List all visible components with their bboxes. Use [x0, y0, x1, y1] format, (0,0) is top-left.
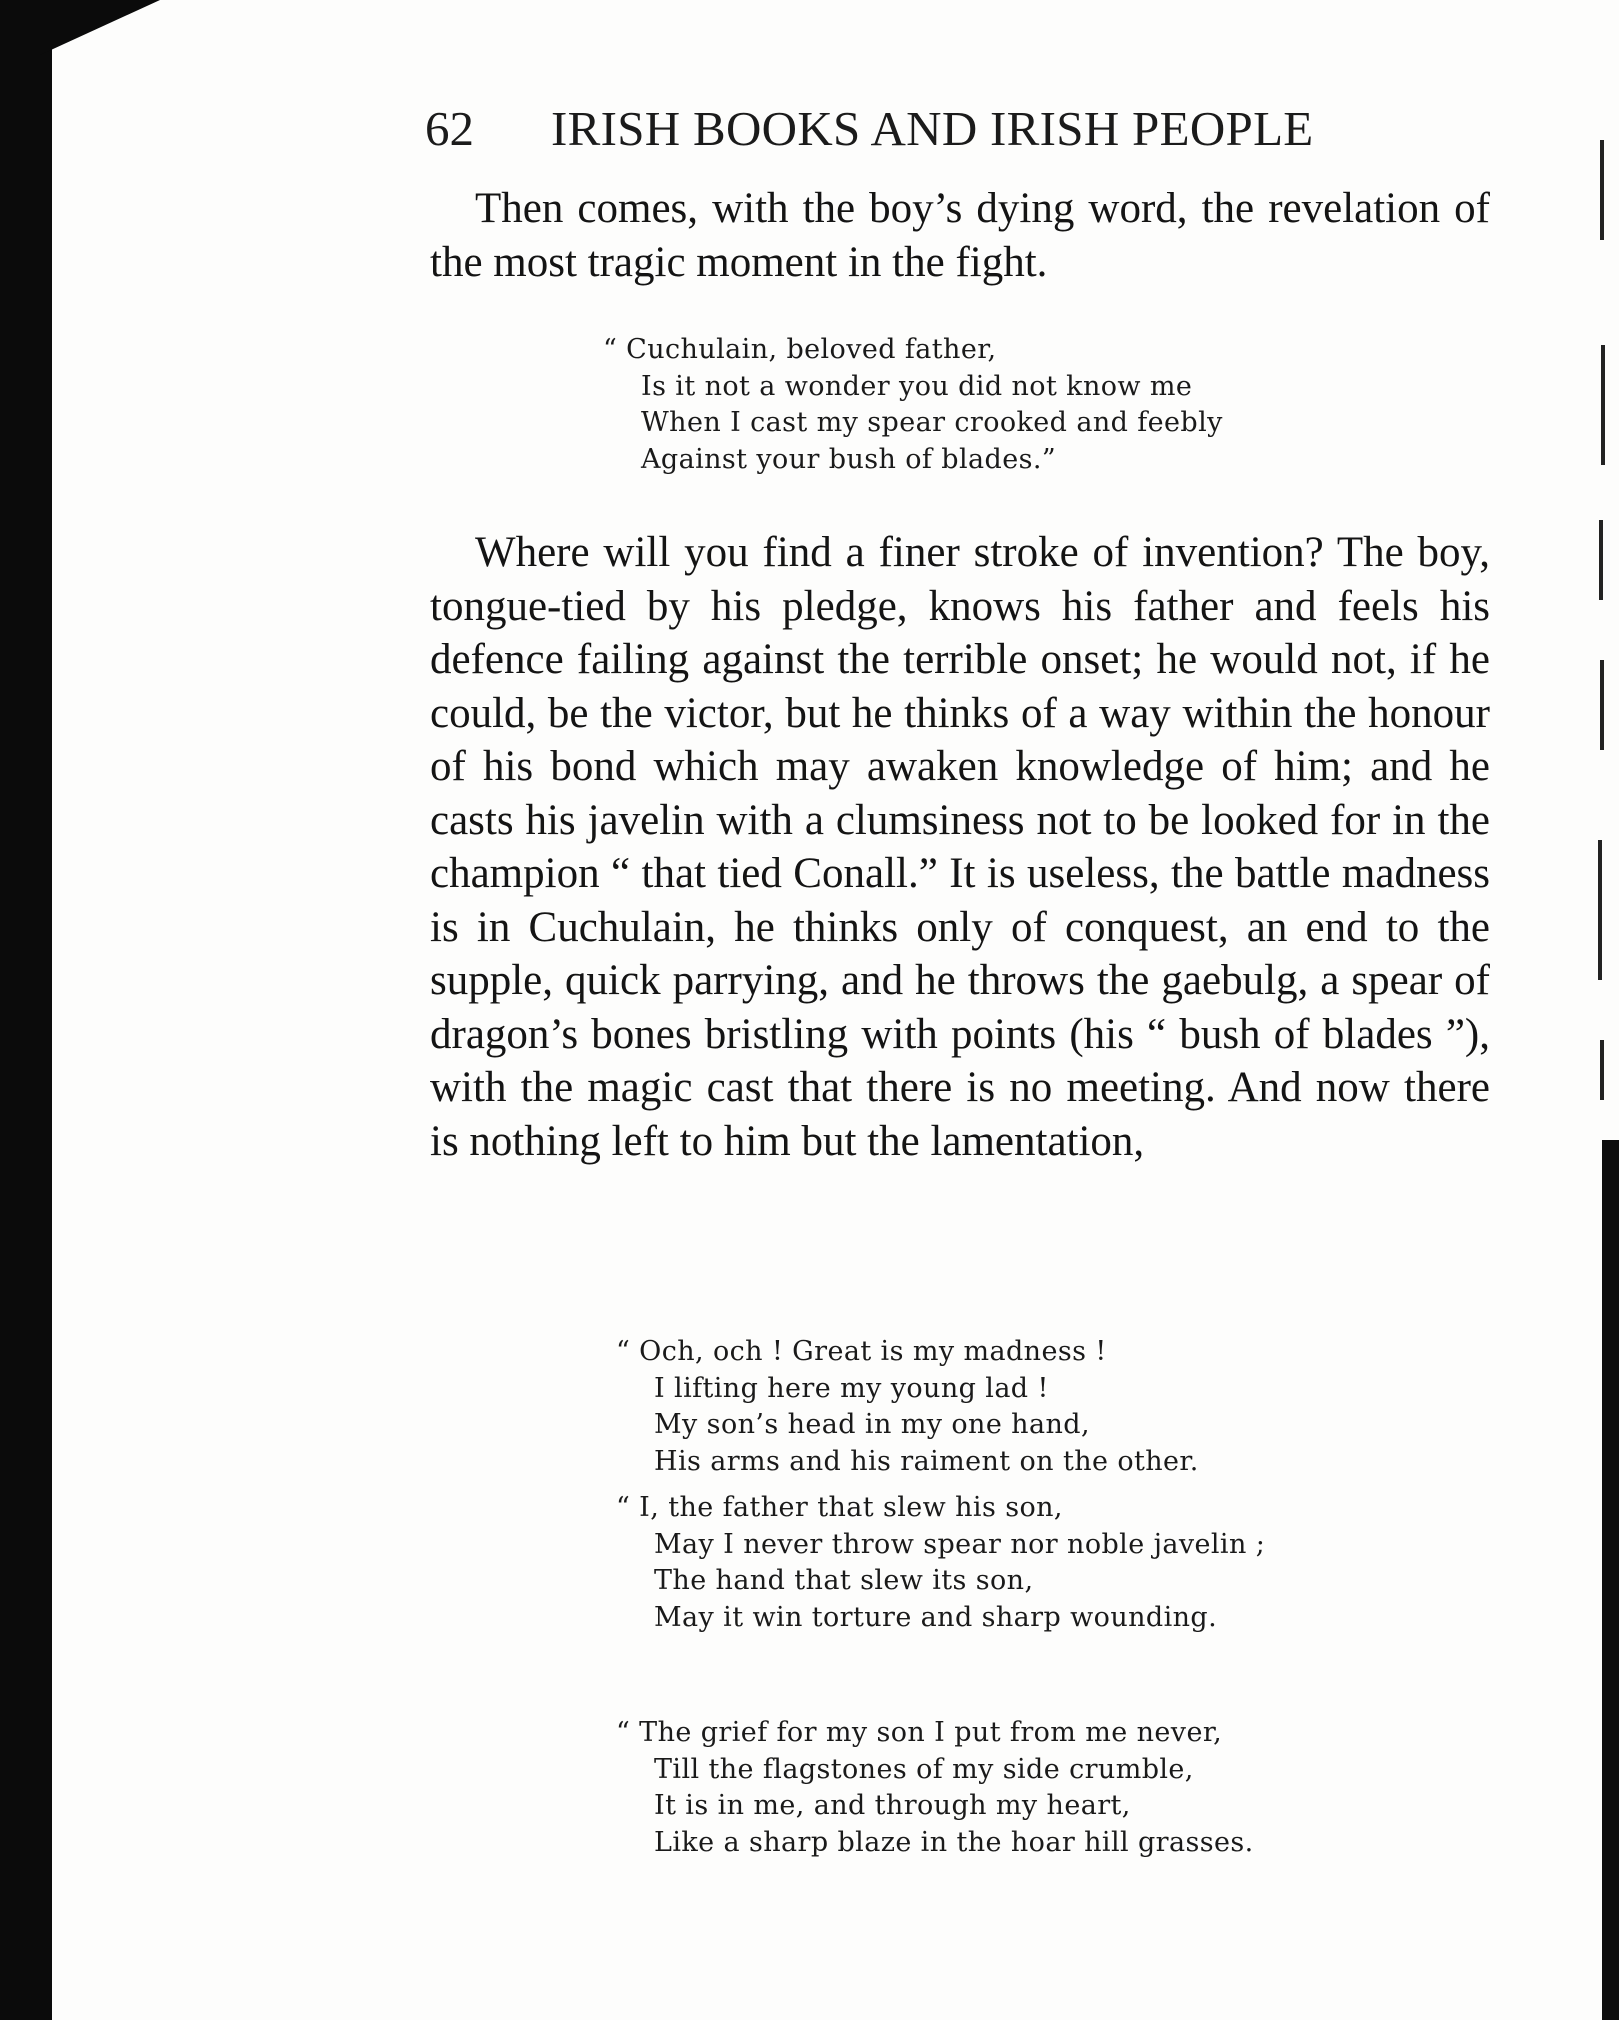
verse-line: When I cast my spear crooked and feebly — [641, 407, 1223, 438]
paragraph-main: Where will you find a finer stroke of invention? The boy, tongue-tied by his pledge, knows his father and feels his defence failing against the terrible onset; he would not, if he could, be the victor, but he thinks of a way within the honour of his bond which may awaken knowledge of him; and he casts his javelin with a clumsiness not to be looked for in the champion “ that tied Conall.” It is useless, the battle madness is in Cuchulain, he thinks only of conquest, an end to the supple, quick parrying, and he throws the gaebulg, a spear of dragon’s bones bristling with points (his “ bush of blades ”), with the magic cast that there is no meeting. And now there is nothing left to him but the lamentation, — [430, 529, 1490, 1165]
verse-stanza-1 — [603, 332, 1223, 478]
verse-line: His arms and his raiment on the other. — [654, 1445, 1199, 1477]
verse-stanza-3 — [616, 1490, 1265, 1636]
verse-line: Against your bush of blades.” — [641, 443, 1057, 475]
scan-corner-shadow — [40, 0, 160, 55]
scan-right-edge-shadow — [1592, 140, 1619, 2020]
paragraph-intro: Then comes, with the boy’s dying word, the revelation of the most tragic moment in the fight. — [430, 185, 1490, 286]
verse-line: “ Och, och ! Great is my madness ! — [616, 1336, 1107, 1367]
running-head: IRISH BOOKS AND IRISH PEOPLE — [551, 101, 1314, 156]
verse-line: The hand that slew its son, — [654, 1565, 1034, 1596]
verse-line: My son’s head in my one hand, — [654, 1409, 1090, 1440]
verse-line: “ Cuchulain, beloved father, — [603, 334, 997, 365]
verse-line: May I never throw spear nor noble javelin ; — [654, 1528, 1266, 1560]
scan-left-edge-shadow — [0, 0, 52, 2020]
verse-line: May it win torture and sharp wounding. — [654, 1601, 1218, 1633]
verse-line: Is it not a wonder you did not know me — [641, 370, 1193, 402]
verse-line: It is in me, and through my heart, — [654, 1790, 1131, 1821]
page-header — [425, 100, 1425, 170]
verse-line: I lifting here my young lad ! — [654, 1372, 1049, 1404]
verse-stanza-2 — [616, 1334, 1199, 1480]
verse-line: Like a sharp blaze in the hoar hill grasses. — [654, 1826, 1254, 1858]
verse-line: Till the flagstones of my side crumble, — [654, 1753, 1194, 1785]
verse-line: “ I, the father that slew his son, — [616, 1492, 1063, 1523]
verse-stanza-4 — [616, 1715, 1254, 1861]
verse-line: “ The grief for my son I put from me never, — [616, 1717, 1223, 1748]
page-number: 62 — [425, 101, 474, 156]
